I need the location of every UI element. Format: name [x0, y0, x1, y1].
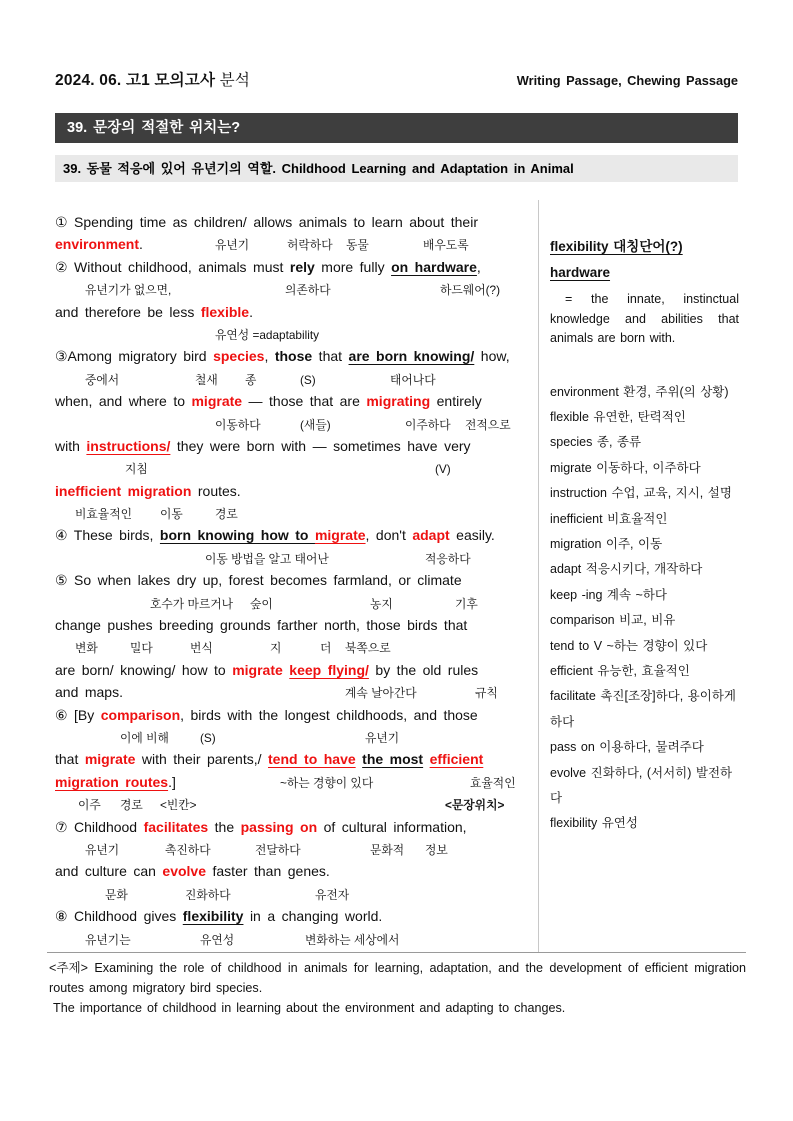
korean-gloss: 전달하다 — [255, 842, 301, 857]
passage-text: , don't — [365, 527, 413, 544]
passage-line — [55, 704, 538, 726]
passage-line — [55, 771, 538, 793]
passage-text: ③Among migratory bird — [55, 348, 214, 365]
passage-text: with — [55, 437, 87, 454]
korean-gloss: 변화 — [75, 641, 98, 656]
passage-text: , birds with the longest childhoods, and those — [180, 706, 478, 723]
passage-text: ⑤ So when lakes dry up, forest becomes farmland, or climate — [55, 572, 462, 589]
passage-line — [55, 345, 538, 367]
passage-text: when, and where to — [55, 393, 192, 410]
korean-gloss: 허락하다 — [287, 238, 333, 253]
korean-gloss: 하드웨어(?) — [440, 283, 501, 298]
vocab-term: inefficient — [550, 511, 603, 526]
korean-gloss: 농지 — [370, 596, 393, 611]
passage-text: and therefore be less — [55, 303, 201, 320]
korean-gloss: 태어나다 — [390, 372, 436, 387]
korean-gloss: 적응하다 — [425, 551, 471, 566]
passage-text: and culture can — [55, 863, 163, 880]
passage-text: that — [55, 751, 85, 768]
header-right-label: Writing Passage, Chewing Passage — [516, 73, 738, 88]
vocab-term: keep -ing — [550, 587, 603, 602]
passage-line — [55, 301, 538, 323]
passage-text: .] — [168, 773, 176, 790]
passage-text: . — [139, 236, 143, 253]
vocab-item — [550, 659, 739, 684]
korean-gloss: (S) — [200, 730, 216, 745]
passage-text: by the old rules — [368, 661, 479, 678]
korean-gloss: 촉진하다 — [165, 842, 211, 857]
passage-line — [55, 569, 538, 591]
korean-gloss: 정보 — [425, 842, 448, 857]
vocab-meaning: 계속 ~하다 — [602, 587, 667, 602]
passage-line — [55, 256, 538, 278]
korean-gloss: 번식 — [190, 641, 213, 656]
keyword-highlight: comparison — [100, 706, 181, 723]
korean-gloss: 변화하는 세상에서 — [305, 932, 400, 947]
passage-text: routes. — [191, 482, 241, 499]
korean-gloss: 계속 날아간다 — [345, 686, 417, 701]
korean-gloss: 더 — [320, 641, 332, 656]
korean-gloss: 지침 — [125, 462, 148, 477]
vocab-meaning: 유능한, 효율적인 — [592, 663, 690, 678]
korean-gloss: 전적으로 — [465, 417, 511, 432]
passage-text: , — [476, 258, 481, 275]
vocab-item — [550, 481, 739, 506]
keyword-highlight: inefficient migration — [55, 482, 192, 499]
vocab-term: species — [550, 435, 593, 450]
vocab-item — [550, 557, 739, 582]
passage-text: rely — [289, 258, 315, 275]
vocab-meaning: 유연한, 탄력적인 — [588, 409, 686, 424]
gloss-line — [55, 726, 538, 748]
vocab-term: flexibility — [550, 816, 598, 831]
keyword-highlight: migrate — [84, 751, 136, 768]
passage-text: born knowing how to — [159, 527, 315, 544]
vocab-item — [550, 761, 739, 812]
korean-gloss: 동물 — [346, 238, 369, 253]
korean-gloss: 비효율적인 — [75, 507, 132, 522]
korean-gloss: 문화적 — [370, 842, 405, 857]
keyword-highlight: adapt — [412, 527, 450, 544]
keyword-highlight: flexible — [200, 303, 250, 320]
passage-line — [55, 233, 538, 255]
question-title-bar: 39. 문장의 적절한 위치는? — [55, 113, 738, 143]
keyword-highlight: migration routes — [55, 773, 169, 790]
korean-gloss: 밀다 — [130, 641, 153, 656]
keyword-highlight: efficient — [429, 751, 484, 768]
header-title-bold: 2024. 06. 고1 모의고사 — [55, 72, 216, 89]
passage-text: ④ These birds, — [55, 527, 160, 544]
korean-gloss: 이동 — [160, 507, 183, 522]
vocab-term: environment — [550, 384, 619, 399]
passage-line — [55, 435, 538, 457]
passage-line — [55, 860, 538, 882]
passage-line — [55, 816, 538, 838]
korean-gloss: (새들) — [300, 417, 331, 432]
sidebar-heading-hardware: hardware — [550, 265, 611, 280]
passage-text: the most — [362, 751, 424, 768]
korean-gloss: 진화하다 — [185, 887, 231, 902]
korean-gloss: 이동 방법을 알고 태어난 — [205, 551, 329, 566]
korean-gloss: 경로 — [215, 507, 238, 522]
hardware-definition: = the innate, instinctual knowledge and abilities that animals are born with. — [550, 292, 739, 345]
passage-text: ① Spending time as children/ allows animals to learn about their — [55, 214, 478, 230]
vocab-meaning: 비교, 비유 — [614, 613, 676, 628]
passage-topic-bar: 39. 동물 적응에 있어 유년기의 역할. Childhood Learning and Adaptation in Animal — [55, 155, 738, 182]
vocab-meaning: 종, 종류 — [592, 435, 642, 450]
vocab-meaning: 이주, 이동 — [601, 536, 663, 551]
passage-text: easily. — [449, 527, 495, 544]
korean-gloss: 유년기는 — [85, 932, 131, 947]
passage-text: more fully — [314, 258, 392, 275]
header-title — [55, 68, 250, 90]
vocab-term: flexible — [550, 409, 589, 424]
vocab-item — [550, 380, 739, 405]
topic-summary-line1 — [49, 959, 746, 998]
passage-line — [55, 748, 538, 770]
passage-text: faster than genes. — [206, 863, 330, 880]
vocab-item — [550, 405, 739, 430]
passage-text: with their parents,/ — [135, 751, 268, 768]
passage-text: . — [249, 303, 253, 320]
gloss-line — [55, 547, 538, 569]
korean-gloss: 유년기 — [85, 842, 120, 857]
korean-gloss: 유년기 — [365, 730, 400, 745]
keyword-highlight: migrate — [191, 393, 243, 410]
vocab-list — [550, 380, 739, 837]
vocab-term: facilitate — [550, 689, 596, 704]
korean-gloss: 기후 — [455, 596, 478, 611]
vocab-meaning: 이용하다, 물려주다 — [594, 740, 704, 755]
topic-summary-line2: The importance of childhood in learning about the environment and adapting to changes. — [53, 1000, 566, 1015]
vocab-item — [550, 583, 739, 608]
korean-gloss: 유연성 — [200, 932, 235, 947]
passage-text: of cultural information, — [317, 818, 467, 835]
passage-text: and maps. — [55, 684, 123, 701]
passage-text: , — [264, 348, 275, 365]
korean-gloss: (V) — [435, 462, 451, 477]
passage-text: entirely — [430, 393, 482, 410]
passage-text: are born knowing/ — [348, 348, 475, 365]
korean-gloss: 배우도록 — [423, 238, 469, 253]
keyword-highlight: environment — [55, 236, 140, 253]
korean-gloss: (S) — [300, 372, 316, 387]
korean-gloss: 문화 — [105, 887, 128, 902]
korean-gloss: <빈칸> — [160, 798, 197, 813]
topic-summary-text: Examining the role of childhood in animals for learning, adaptation, and the development of efficient migration routes among migratory bird species. — [49, 961, 746, 995]
vocab-term: migration — [550, 536, 602, 551]
vocab-term: tend to V — [550, 638, 603, 653]
vocab-item — [550, 634, 739, 659]
keyword-highlight: evolve — [162, 863, 207, 880]
korean-gloss: 유년기가 없으면, — [85, 283, 172, 298]
gloss-line — [55, 636, 538, 658]
keyword-highlight: keep flying/ — [289, 661, 369, 678]
vocab-meaning: 환경, 주위(의 상황) — [618, 384, 729, 399]
korean-gloss: 경로 — [120, 798, 143, 813]
korean-gloss: 규칙 — [475, 686, 498, 701]
gloss-line — [55, 883, 538, 905]
vocab-meaning: 유연성 — [597, 816, 638, 831]
korean-gloss: 효율적인 — [470, 775, 516, 790]
keyword-highlight: species — [213, 348, 265, 365]
passage-text: on hardware — [391, 258, 477, 275]
korean-gloss: 유년기 — [215, 238, 250, 253]
korean-gloss: 호수가 마르거나 — [150, 596, 234, 611]
vocab-term: adapt — [550, 562, 582, 577]
vocab-item — [550, 811, 739, 836]
keyword-highlight: migrating — [366, 393, 431, 410]
vocab-meaning: 비효율적인 — [602, 511, 668, 526]
passage-text: are born/ knowing/ how to — [55, 661, 233, 678]
header-title-regular: 분석 — [215, 72, 250, 89]
keyword-highlight: passing on — [240, 818, 318, 835]
korean-gloss: 이주 — [78, 798, 101, 813]
vocab-term: comparison — [550, 613, 615, 628]
annotated-passage — [55, 211, 538, 950]
passage-text: flexibility — [182, 908, 244, 925]
korean-gloss: ~하는 경향이 있다 — [280, 775, 374, 790]
passage-line — [55, 211, 538, 233]
keyword-highlight: migrate — [314, 527, 366, 544]
korean-gloss: 숲이 — [250, 596, 273, 611]
passage-line — [55, 390, 538, 412]
passage-text: those — [274, 348, 313, 365]
passage-text: ⑧ Childhood gives — [55, 908, 183, 925]
korean-gloss: 유전자 — [315, 887, 350, 902]
page-header — [55, 68, 738, 90]
gloss-line — [55, 838, 538, 860]
passage-text: in a changing world. — [243, 908, 383, 925]
gloss-line — [55, 323, 538, 345]
vocab-term: instruction — [550, 486, 607, 501]
korean-gloss: 의존하다 — [285, 283, 331, 298]
passage-line — [55, 681, 538, 703]
topic-tag: <주제> — [49, 961, 89, 975]
passage-text: ② Without childhood, animals must — [55, 258, 290, 275]
gloss-line — [55, 278, 538, 300]
korean-gloss: 이에 비해 — [120, 730, 169, 745]
vocab-item — [550, 430, 739, 455]
vocab-meaning: 수업, 교육, 지시, 설명 — [606, 486, 732, 501]
footer-divider — [47, 952, 746, 953]
korean-gloss: 이주하다 — [405, 417, 451, 432]
keyword-highlight: migrate — [232, 661, 283, 678]
gloss-line — [55, 793, 538, 815]
vocab-item — [550, 684, 739, 735]
korean-gloss: <문장위치> — [445, 798, 505, 813]
passage-text: how, — [474, 348, 510, 365]
vocab-meaning: 적응시키다, 개작하다 — [581, 562, 703, 577]
passage-line — [55, 524, 538, 546]
gloss-line — [55, 413, 538, 435]
passage-text: the — [208, 818, 241, 835]
passage-text: that — [312, 348, 349, 365]
korean-gloss: 철새 — [195, 372, 218, 387]
korean-gloss: 종 — [245, 372, 257, 387]
vocab-meaning: 진화하다, (서서히) 발전하다 — [550, 765, 733, 805]
keyword-highlight: instructions/ — [86, 437, 171, 454]
gloss-line — [55, 502, 538, 524]
vocab-item — [550, 608, 739, 633]
vocab-sidebar — [550, 211, 739, 837]
gloss-line — [55, 368, 538, 390]
vocab-meaning: ~하는 경향이 있다 — [602, 638, 708, 653]
passage-text: they were born with — sometimes have very — [170, 437, 471, 454]
passage-line — [55, 659, 538, 681]
vocab-term: evolve — [550, 765, 587, 780]
vocab-item — [550, 507, 739, 532]
gloss-line — [55, 457, 538, 479]
passage-line — [55, 480, 538, 502]
korean-gloss: 중에서 — [85, 372, 120, 387]
vocab-term: migrate — [550, 460, 592, 475]
vocab-item — [550, 456, 739, 481]
vertical-divider — [538, 200, 539, 952]
sidebar-heading-flexibility: flexibility 대칭단어(?) — [550, 239, 683, 254]
passage-text: ⑦ Childhood — [55, 818, 144, 835]
korean-gloss: 유연성 =adaptability — [215, 327, 320, 342]
passage-line — [55, 905, 538, 927]
vocab-term: pass on — [550, 740, 595, 755]
vocab-term: efficient — [550, 663, 593, 678]
vocab-item — [550, 735, 739, 760]
korean-gloss: 이동하다 — [215, 417, 261, 432]
keyword-highlight: tend to have — [268, 751, 356, 768]
passage-text: — those that are — [242, 393, 367, 410]
vocab-meaning: 이동하다, 이주하다 — [591, 460, 701, 475]
korean-gloss: 북쪽으로 — [345, 641, 391, 656]
topic-summary — [49, 959, 746, 1018]
vocab-item — [550, 532, 739, 557]
passage-text: ⑥ [By — [55, 706, 101, 723]
passage-text: change pushes breeding grounds farther north, those birds that — [55, 617, 468, 634]
passage-line — [55, 614, 538, 636]
gloss-line — [55, 592, 538, 614]
keyword-highlight: facilitates — [143, 818, 209, 835]
vocab-meaning: 촉진[조장]하다, 용이하게 하다 — [550, 689, 736, 729]
gloss-line — [55, 928, 538, 950]
korean-gloss: 지 — [270, 641, 282, 656]
